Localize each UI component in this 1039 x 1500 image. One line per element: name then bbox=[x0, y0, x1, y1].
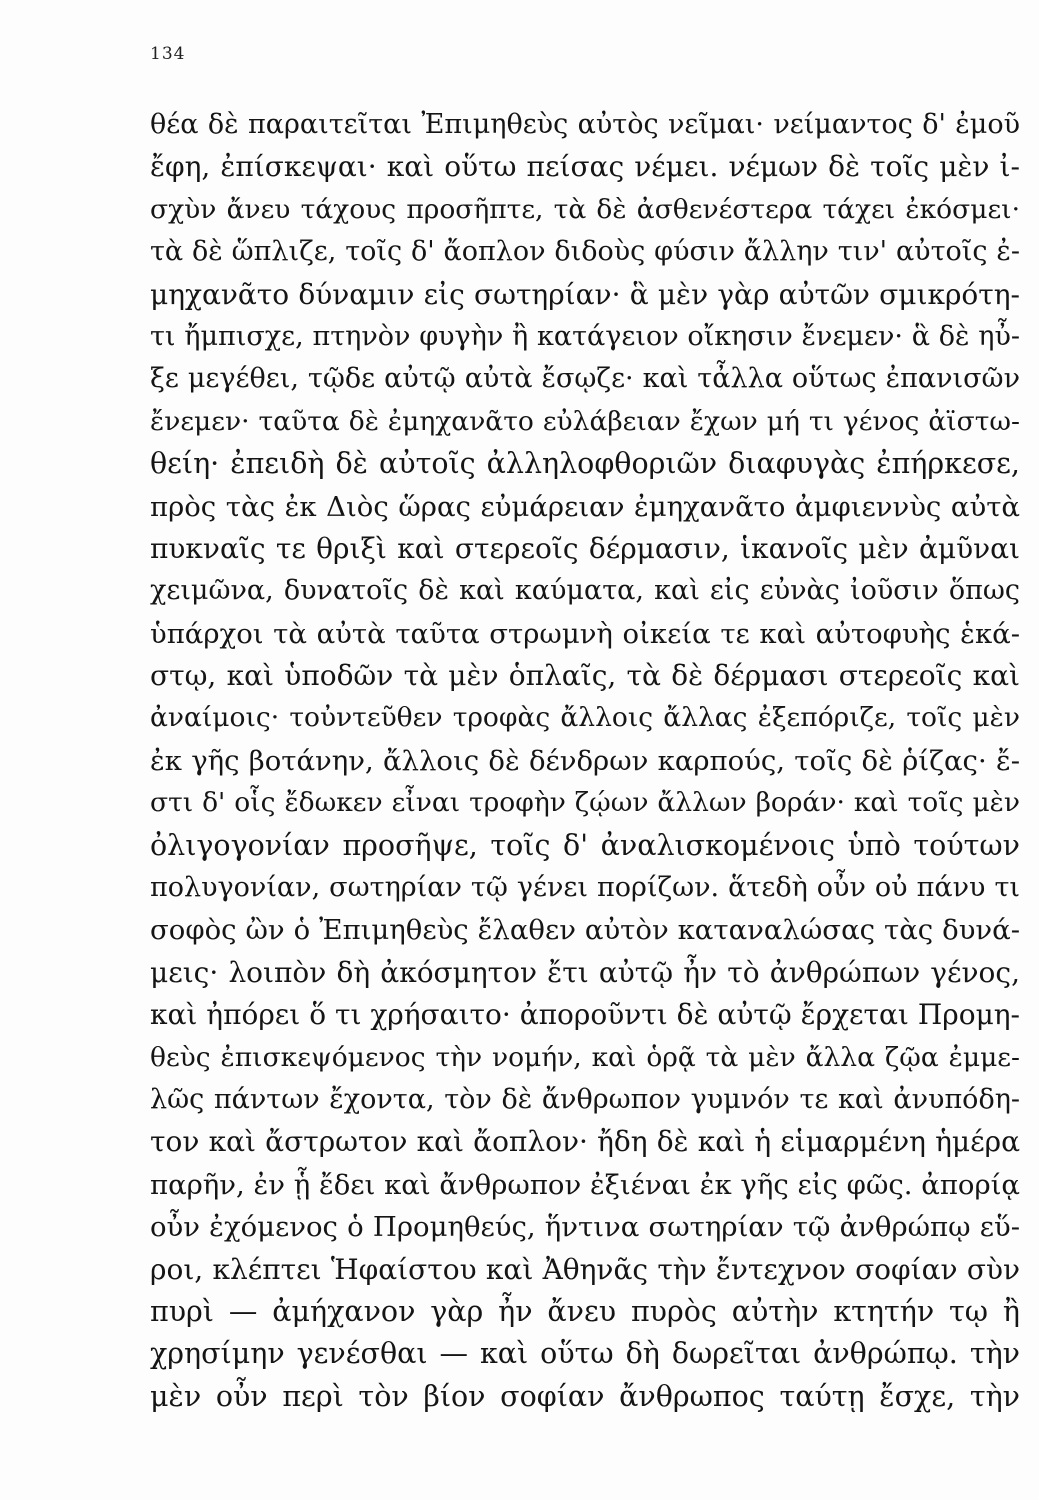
text-line: ἐκ γῆς βοτάνην, ἄλλοις δὲ δένδρων καρπούς, τοῖς δὲ ῥίζας· ἔ- bbox=[150, 744, 1020, 777]
text-line: θέα δὲ παραιτεῖται Ἐπιμηθεὺς αὐτὸς νεῖμαι· νείμαντος δ' ἐμοῦ bbox=[150, 109, 1020, 140]
text-line: παρῆν, ἐν ᾗ ἔδει καὶ ἄνθρωπον ἐξιέναι ἐκ γῆς εἰς φῶς. ἀπορίᾳ bbox=[150, 1168, 1020, 1201]
page-number: 134 bbox=[150, 44, 186, 64]
text-line: τι ἤμπισχε, πτηνὸν φυγὴν ἢ κατάγειον οἴκησιν ἔνεμεν· ἃ δὲ ηὖ- bbox=[150, 320, 1020, 352]
text-line: στι δ' οἷς ἔδωκεν εἶναι τροφὴν ζῴων ἄλλων βοράν· καὶ τοῖς μὲν bbox=[150, 787, 1020, 819]
text-line: ἔφη, ἐπίσκεψαι· καὶ οὕτω πείσας νέμει. νέμων δὲ τοῖς μὲν ἰ- bbox=[150, 150, 1020, 184]
text-line: πρὸς τὰς ἐκ Διὸς ὥρας εὐμάρειαν ἐμηχανᾶτο ἀμφιεννὺς αὐτὰ bbox=[150, 490, 1020, 523]
text-line: μεις· λοιπὸν δὴ ἀκόσμητον ἔτι αὐτῷ ἦν τὸ ἀνθρώπων γένος, bbox=[150, 955, 1020, 989]
greek-text-body bbox=[150, 104, 1020, 1418]
text-line: στῳ, καὶ ὑποδῶν τὰ μὲν ὁπλαῖς, τὰ δὲ δέρμασι στερεοῖς καὶ bbox=[150, 659, 1020, 693]
text-line: λῶς πάντων ἔχοντα, τὸν δὲ ἄνθρωπον γυμνόν τε καὶ ἀνυπόδη- bbox=[150, 1083, 1020, 1115]
text-line: χρησίμην γενέσθαι — καὶ οὕτω δὴ δωρεῖται ἀνθρώπῳ. τὴν bbox=[150, 1337, 1020, 1371]
text-line: τὰ δὲ ὥπλιζε, τοῖς δ' ἄοπλον διδοὺς φύσιν ἄλλην τιν' αὐτοῖς ἐ- bbox=[150, 236, 1020, 268]
text-line: σοφὸς ὢν ὁ Ἐπιμηθεὺς ἔλαθεν αὐτὸν καταναλώσας τὰς δυνά- bbox=[150, 914, 1020, 947]
text-line: πολυγονίαν, σωτηρίαν τῷ γένει πορίζων. ἅτεδὴ οὖν οὐ πάνυ τι bbox=[150, 872, 1020, 904]
text-line: θεὺς ἐπισκεψόμενος τὴν νομήν, καὶ ὁρᾷ τὰ μὲν ἄλλα ζῷα ἐμμε- bbox=[150, 1041, 1020, 1073]
text-line: πυκναῖς τε θριξὶ καὶ στερεοῖς δέρμασιν, ἱκανοῖς μὲν ἀμῦναι bbox=[150, 531, 1020, 565]
text-line: τον καὶ ἄστρωτον καὶ ἄοπλον· ἤδη δὲ καὶ ἡ εἱμαρμένη ἡμέρα bbox=[150, 1125, 1020, 1159]
text-line: καὶ ἠπόρει ὅ τι χρήσαιτο· ἀποροῦντι δὲ αὐτῷ ἔρχεται Προμη- bbox=[150, 998, 1020, 1032]
text-line: πυρὶ — ἀμήχανον γὰρ ἦν ἄνευ πυρὸς αὐτὴν κτητήν τῳ ἢ bbox=[150, 1294, 1020, 1328]
text-line: μηχανᾶτο δύναμιν εἰς σωτηρίαν· ἃ μὲν γὰρ αὐτῶν σμικρότη- bbox=[150, 277, 1020, 311]
text-line: χειμῶνα, δυνατοῖς δὲ καὶ καύματα, καὶ εἰς εὐνὰς ἰοῦσιν ὅπως bbox=[150, 575, 1020, 607]
text-line: ὀλιγογονίαν προσῆψε, τοῖς δ' ἀναλισκομένοις ὑπὸ τούτων bbox=[150, 828, 1020, 862]
text-line: οὖν ἐχόμενος ὁ Προμηθεύς, ἥντινα σωτηρίαν τῷ ἀνθρώπῳ εὕ- bbox=[150, 1211, 1020, 1244]
text-line: σχὺν ἄνευ τάχους προσῆπτε, τὰ δὲ ἀσθενέστερα τάχει ἐκόσμει· bbox=[150, 193, 1020, 225]
text-line: ἔνεμεν· ταῦτα δὲ ἐμηχανᾶτο εὐλάβειαν ἔχων μή τι γένος ἀϊστω- bbox=[150, 405, 1020, 437]
text-line: μὲν οὖν περὶ τὸν βίον σοφίαν ἄνθρωπος ταύτῃ ἔσχε, τὴν bbox=[150, 1379, 1020, 1413]
text-line: ξε μεγέθει, τῷδε αὐτῷ αὐτὰ ἔσῳζε· καὶ τἆλλα οὕτως ἐπανισῶν bbox=[150, 363, 1020, 395]
text-line: ροι, κλέπτει Ἡφαίστου καὶ Ἀθηνᾶς τὴν ἔντεχνον σοφίαν σὺν bbox=[150, 1252, 1020, 1286]
text-line: ἀναίμοις· τοὐντεῦθεν τροφὰς ἄλλοις ἄλλας ἐξεπόριζε, τοῖς μὲν bbox=[150, 702, 1020, 734]
text-line: θείη· ἐπειδὴ δὲ αὐτοῖς ἀλληλοφθοριῶν διαφυγὰς ἐπήρκεσε, bbox=[150, 447, 1020, 481]
text-line: ὑπάρχοι τὰ αὐτὰ ταῦτα στρωμνὴ οἰκεία τε καὶ αὐτοφυὴς ἑκά- bbox=[150, 617, 1020, 650]
